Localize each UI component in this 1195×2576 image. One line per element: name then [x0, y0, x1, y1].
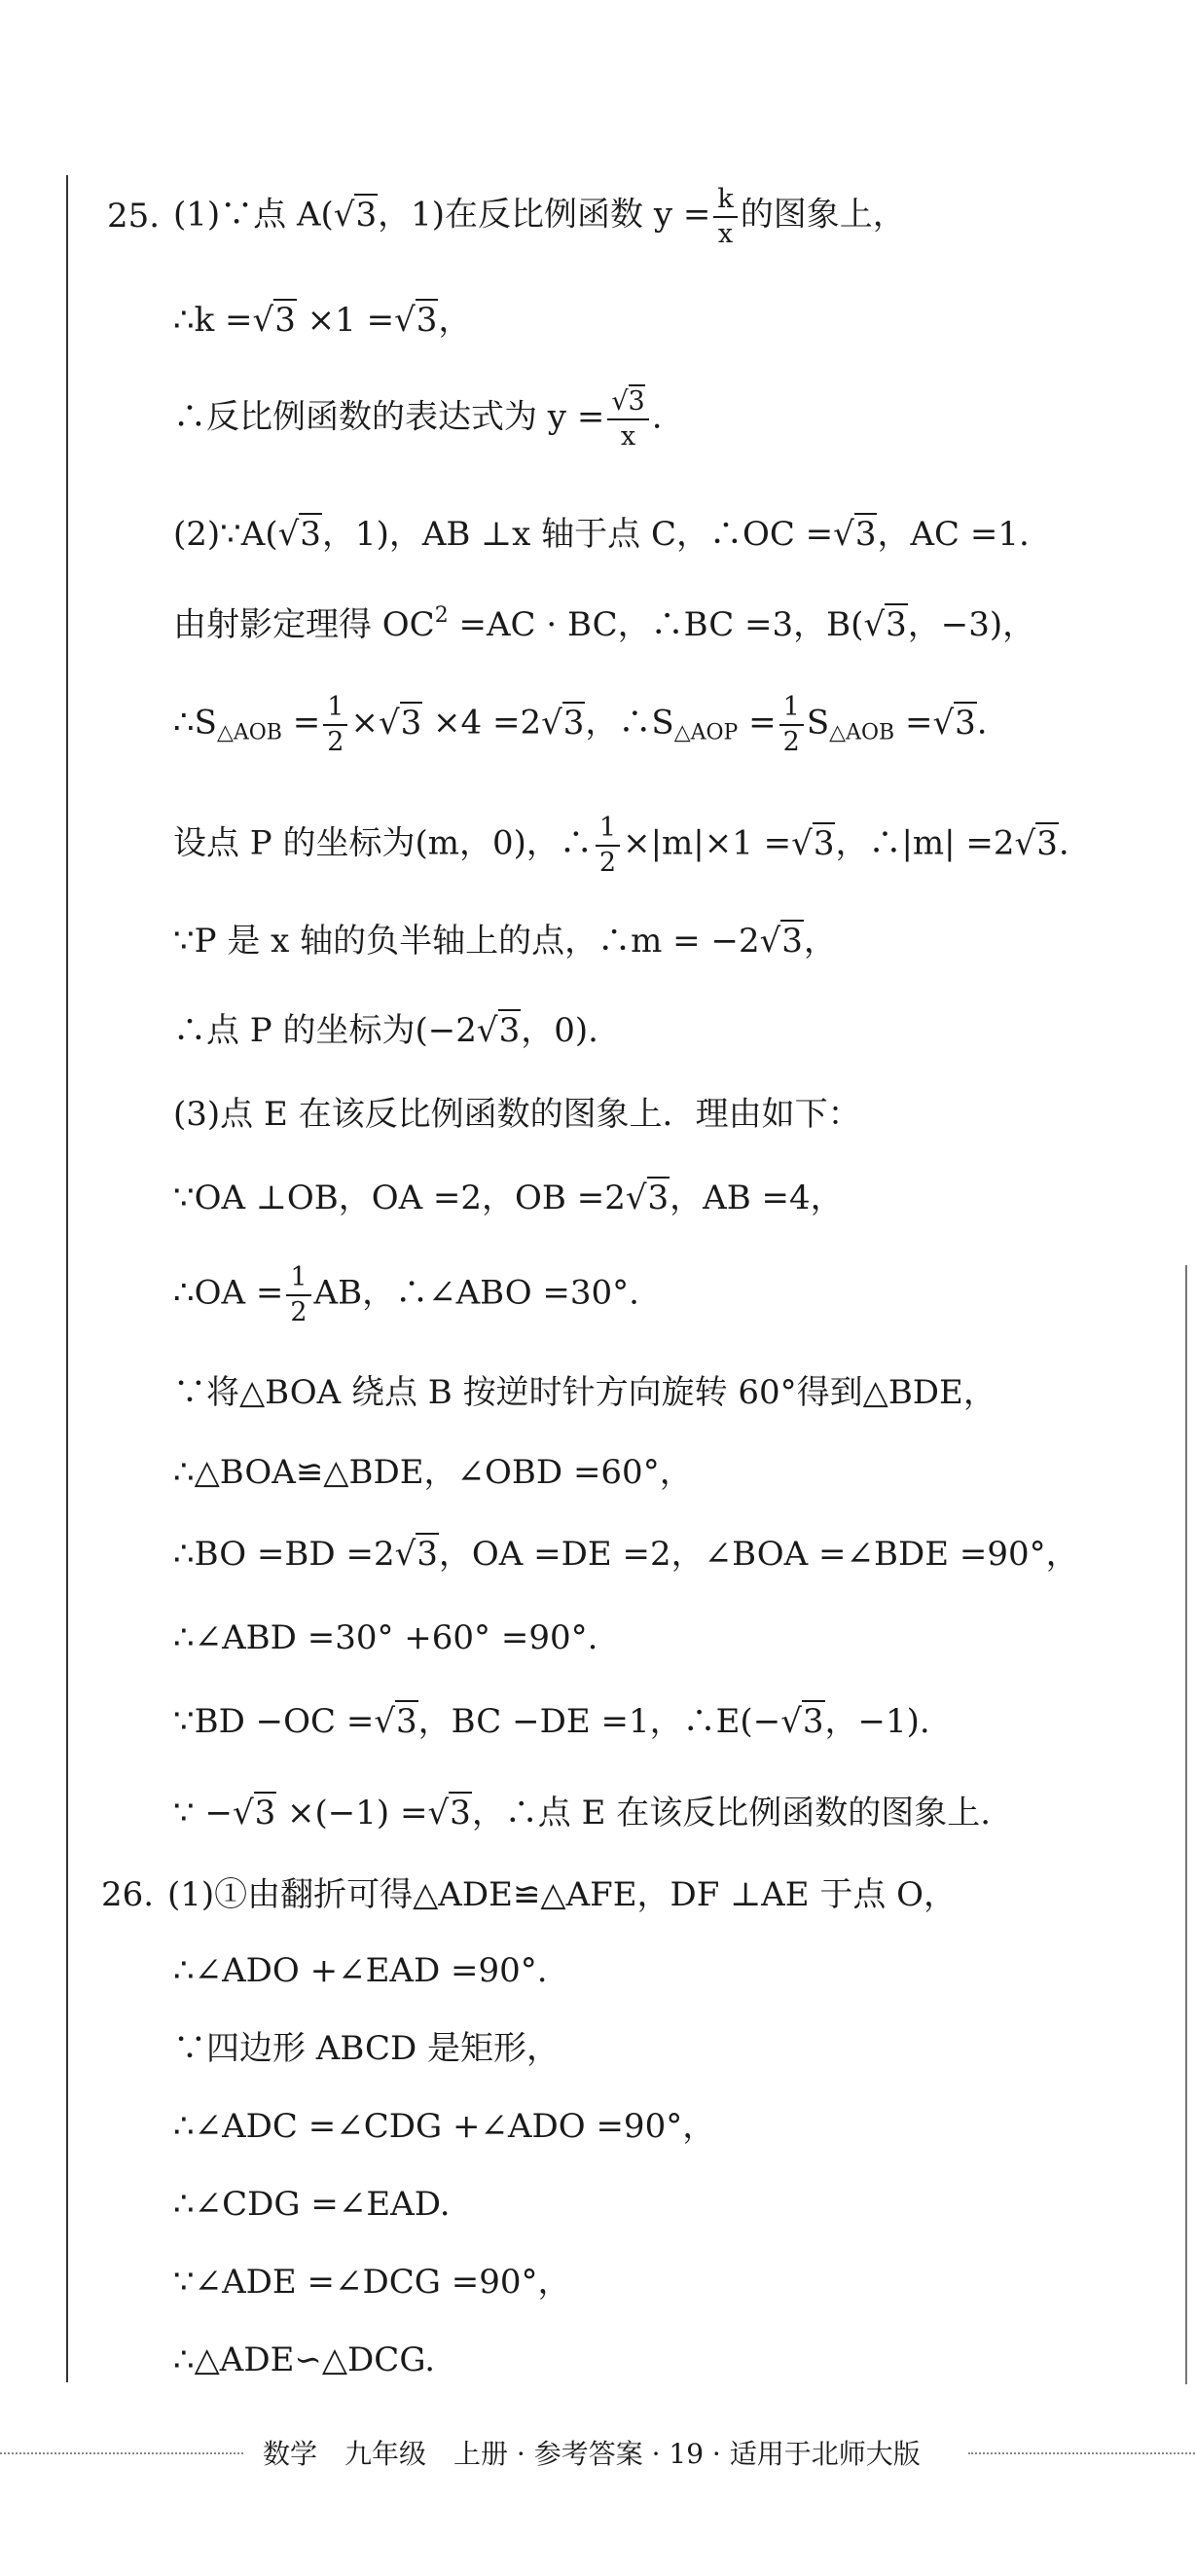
- q25-line-14: ∴△BOA≌△BDE，∠OBD =60°，: [173, 1453, 693, 1492]
- footer-dotted-rule-right: [968, 2452, 1195, 2454]
- q25-line-3: ∴反比例函数的表达式为 y = $\frac{√3}{x}$ .: [173, 386, 663, 452]
- q25-line-5: 由射影定理得 $OC^2 =AC$ · BC，∴BC =3，B(√3，−3)，: [173, 603, 1036, 644]
- fraction: $\frac{√3}{x}$: [607, 387, 648, 451]
- q25-line-18: ∵ −√3 ×(−1) =√3，∴点 E 在该反比例函数的图象上.: [173, 1794, 992, 1832]
- q25-line-17: ∵BD −OC =√3，BC −DE =1，∴E(−√3，−1).: [173, 1702, 930, 1741]
- q25-line-7: 设点 P 的坐标为(m，0)，∴ $\frac{1}{2}$ ×|m|×1 =√3，∴|m| =2√3.: [173, 813, 1069, 878]
- q25-line-16: ∴∠ABD =30° +60° =90°.: [173, 1618, 598, 1657]
- q25-line-4: (2)∵A(√3，1)，AB ⊥x 轴于点 C，∴OC =√3，AC =1.: [173, 515, 1030, 554]
- right-margin-rule: [1185, 1265, 1187, 2384]
- fraction: $\frac{1}{2}$: [596, 814, 620, 877]
- fraction: $\frac{1}{2}$: [779, 693, 804, 756]
- q26-line-6: ∵∠ADE =∠DCG =90°，: [173, 2263, 571, 2302]
- footer-dotted-rule-left: [0, 2452, 243, 2454]
- q26-line-1: (1)①由翻折可得△ADE≌△AFE，DF ⊥AE 于点 O，: [167, 1875, 958, 1914]
- q26-line-4: ∴∠ADC =∠CDG +∠ADO =90°，: [173, 2107, 716, 2146]
- q25-line-10: (3)点 E 在该反比例函数的图象上．理由如下：: [173, 1095, 861, 1134]
- q25-line-8: ∵P 是 x 轴的负半轴上的点，∴m = −2√3，: [173, 922, 837, 961]
- fraction: $\frac{1}{2}$: [323, 693, 347, 756]
- fraction: $\frac{1}{2}$: [286, 1263, 310, 1326]
- q25-line-1: (1)∵点 A(√3，1)在反比例函数 y = $\frac{k}{x}$ 的图象上，: [173, 184, 906, 249]
- page-footer: 数学 九年级 上册 · 参考答案 · 19 · 适用于北师大版: [263, 2438, 921, 2470]
- q26-line-7: ∴△ADE∽△DCG.: [173, 2340, 436, 2379]
- q26-line-5: ∴∠CDG =∠EAD.: [173, 2185, 451, 2224]
- q25-line-15: ∴BO =BD =2√3，OA =DE =2，∠BOA =∠BDE =90°，: [173, 1535, 1079, 1574]
- q25-line-12: ∴OA = $\frac{1}{2}$ AB，∴∠ABO =30°.: [173, 1262, 639, 1327]
- q26-line-2: ∴∠ADO +∠EAD =90°.: [173, 1951, 548, 1990]
- q25-line-9: ∴点 P 的坐标为(−2√3，0).: [173, 1011, 598, 1050]
- question-number-26: 26.: [101, 1875, 155, 1914]
- fraction: $\frac{k}{x}$: [713, 185, 737, 248]
- left-margin-rule: [66, 175, 68, 2382]
- q26-line-3: ∵四边形 ABCD 是矩形，: [173, 2029, 561, 2068]
- q25-line-6: $\therefore S_{\triangle AOB}$ = $\frac{1}{2}$ ×√3 ×4 =2√3，$\therefore S_{\triangle AOP}$ = $\frac{1}{2}$ $S_{\triangle AOB} =√3$.: [173, 692, 988, 757]
- q25-line-13: ∵将△BOA 绕点 B 按逆时针方向旋转 60°得到△BDE，: [173, 1373, 996, 1412]
- q25-line-2: ∴k =√3 ×1 =√3，: [173, 301, 472, 340]
- question-number-25: 25.: [107, 197, 161, 236]
- q25-line-11: ∵OA ⊥OB，OA =2，OB =2√3，AB =4，: [173, 1179, 844, 1217]
